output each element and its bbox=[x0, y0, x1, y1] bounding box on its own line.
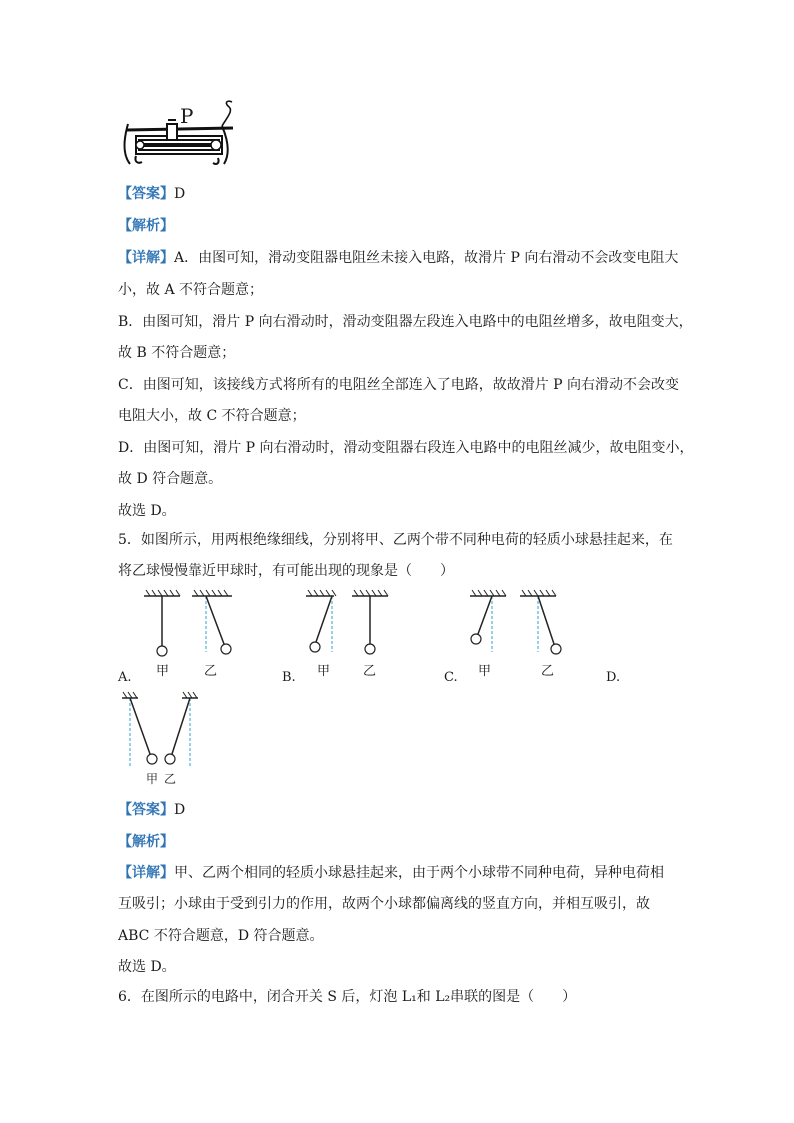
answer-value: D bbox=[174, 802, 186, 818]
detail-text: A．由图可知，滑动变阻器电阻丝未接入电路，故滑片 P 向右滑动不会改变电阻大 bbox=[174, 250, 679, 266]
detail-tag: 【详解】 bbox=[118, 250, 174, 266]
option-c-ball-left: 甲 bbox=[478, 664, 492, 679]
detail-tag: 【详解】 bbox=[118, 865, 174, 881]
detail-text: 甲、乙两个相同的轻质小球悬挂起来，由于两个小球带不同种电荷，异种电荷相 bbox=[174, 865, 664, 881]
q5-detail-line-1 bbox=[118, 863, 664, 883]
q4-detail-line-6: 电阻大小，故 C 不符合题意； bbox=[118, 408, 306, 424]
q4-detail-line-5: C．由图可知，该接线方式将所有的电阻丝全部连入了电路，故故滑片 P 向右滑动不会改变 bbox=[118, 377, 680, 393]
option-d-figure bbox=[120, 692, 210, 772]
option-c-ball-right: 乙 bbox=[541, 664, 555, 679]
option-d-ball-right: 乙 bbox=[164, 772, 177, 786]
option-a-ball-right: 乙 bbox=[204, 664, 218, 679]
slider-label-p: P bbox=[180, 104, 194, 128]
q5-stem-line-2: 将乙球慢慢靠近甲球时，有可能出现的现象是（ ） bbox=[118, 563, 454, 579]
q5-stem-line-1: 5．如图所示，用两根绝缘细线，分别将甲、乙两个带不同种电荷的轻质小球悬挂起来，在 bbox=[118, 532, 673, 548]
q5-answer bbox=[118, 800, 185, 820]
option-b-ball-left: 甲 bbox=[317, 664, 331, 679]
option-c-label: C. bbox=[444, 670, 458, 685]
option-c-figure bbox=[468, 590, 588, 660]
q4-detail-line-7: D．由图可知，滑片 P 向右滑动时，滑动变阻器右段连入电路中的电阻丝减少，故电阻变小， bbox=[118, 440, 694, 456]
q4-detail-line-1 bbox=[118, 248, 678, 268]
option-b-ball-right: 乙 bbox=[363, 664, 377, 679]
q5-detail-line-3: ABC 不符合题意，D 符合题意。 bbox=[118, 928, 324, 944]
q4-conclusion: 故选 D。 bbox=[118, 503, 176, 519]
option-d-label: D. bbox=[606, 670, 621, 685]
option-b-label: B. bbox=[282, 670, 296, 685]
rheostat-figure bbox=[118, 98, 248, 173]
option-a-figure bbox=[140, 590, 280, 660]
answer-tag: 【答案】 bbox=[118, 186, 174, 202]
q5-conclusion: 故选 D。 bbox=[118, 959, 176, 975]
q6-stem: 6．在图所示的电路中，闭合开关 S 后，灯泡 L₁和 L₂串联的图是（ ） bbox=[118, 989, 577, 1005]
q4-analysis-tag: 【解析】 bbox=[118, 218, 174, 234]
option-b-figure bbox=[304, 590, 414, 660]
q4-detail-line-4: 故 B 不符合题意； bbox=[118, 345, 236, 361]
rheostat-drawing bbox=[118, 98, 248, 173]
option-d-ball-left: 甲 bbox=[146, 772, 159, 786]
q5-detail-line-2: 互吸引；小球由于受到引力的作用，故两个小球都偏离线的竖直方向，并相互吸引，故 bbox=[118, 896, 650, 912]
option-a-ball-left: 甲 bbox=[156, 664, 170, 679]
q5-analysis-tag: 【解析】 bbox=[118, 834, 174, 850]
q4-detail-line-8: 故 D 符合题意。 bbox=[118, 471, 223, 487]
answer-value: D bbox=[174, 186, 186, 202]
q4-detail-line-3: B．由图可知，滑片 P 向右滑动时，滑动变阻器左段连入电路中的电阻丝增多，故电阻变大， bbox=[118, 314, 693, 330]
option-a-label: A. bbox=[118, 670, 132, 685]
answer-tag: 【答案】 bbox=[118, 802, 174, 818]
q4-answer bbox=[118, 184, 185, 204]
q4-detail-line-2: 小，故 A 不符合题意； bbox=[118, 282, 264, 298]
